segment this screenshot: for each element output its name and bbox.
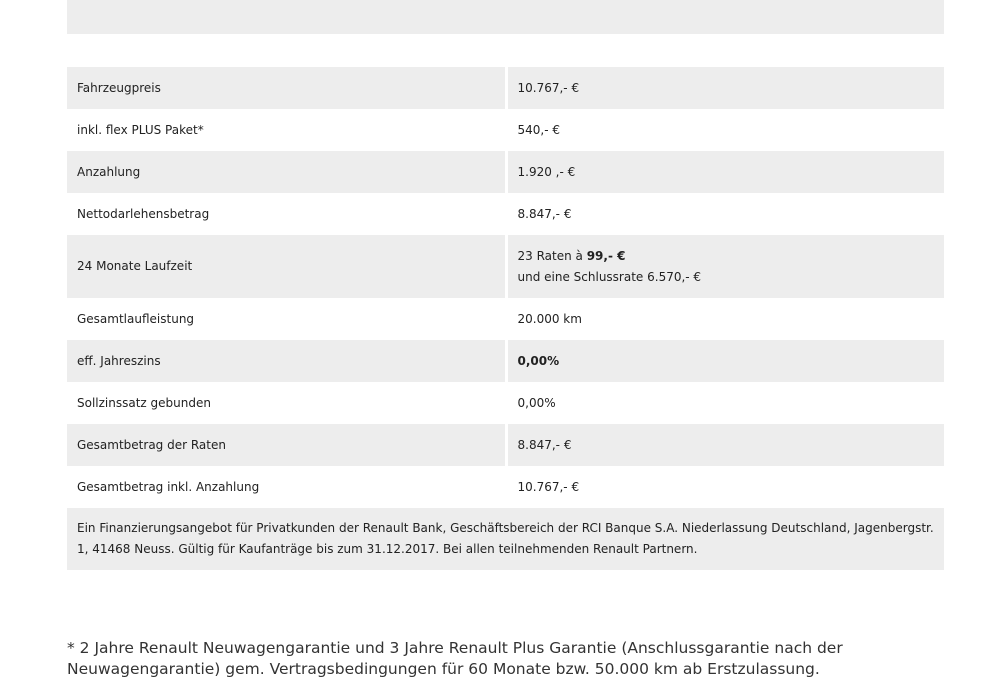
offer-note: Ein Finanzierungsangebot für Privatkunden der Renault Bank, Geschäftsbereich der RCI Banque S.A. Niederlassung Deutschland, Jagenbergstr. 1, 41468 Neuss. Gültig für Kaufanträge bis zum 31.12.2017. Bei allen teilnehmenden Renault Partnern. xyxy=(67,508,944,570)
row-label-nettodarlehensbetrag: Nettodarlehensbetrag xyxy=(67,193,506,235)
table-row xyxy=(67,151,944,193)
row-value-sollzinssatz: 0,00% xyxy=(517,395,556,410)
installment-amount: 99,- € xyxy=(586,248,626,263)
warranty-footnote: * 2 Jahre Renault Neuwagengarantie und 3 Jahre Renault Plus Garantie (Anschlussgarantie nach der Neuwagengarantie) gem. Vertragsbedingungen für 60 Monate bzw. 50.000 km ab Erstzulassung. xyxy=(67,639,843,678)
row-label-laufzeit: 24 Monate Laufzeit xyxy=(67,235,506,298)
top-panel xyxy=(67,0,944,34)
table-row xyxy=(67,298,944,340)
offer-note-row xyxy=(67,508,944,570)
row-label-gesamtbetrag-raten: Gesamtbetrag der Raten xyxy=(67,424,506,466)
row-label-gesamtbetrag-anzahlung: Gesamtbetrag inkl. Anzahlung xyxy=(67,466,506,508)
table-row xyxy=(67,340,944,382)
row-value-laufzeit xyxy=(506,235,944,298)
row-label-flex-plus: inkl. flex PLUS Paket* xyxy=(67,109,506,151)
row-label-anzahlung: Anzahlung xyxy=(67,151,506,193)
final-installment: und eine Schlussrate 6.570,- € xyxy=(517,269,702,284)
row-label-sollzinssatz: Sollzinssatz gebunden xyxy=(67,382,506,424)
row-value-jahreszins: 0,00% xyxy=(506,340,944,382)
row-value-gesamtbetrag-raten: 8.847,- € xyxy=(506,424,944,466)
installments-prefix: 23 Raten à xyxy=(517,248,587,263)
table-row xyxy=(67,67,944,109)
finance-table xyxy=(67,67,944,570)
row-value-fahrzeugpreis: 10.767,- € xyxy=(506,67,944,109)
row-value-gesamtlaufleistung: 20.000 km xyxy=(517,311,582,326)
table-row xyxy=(67,193,944,235)
row-label-gesamtlaufleistung: Gesamtlaufleistung xyxy=(67,298,506,340)
table-row xyxy=(67,382,944,424)
row-value-nettodarlehensbetrag: 8.847,- € xyxy=(517,206,572,221)
row-value-flex-plus: 540,- € xyxy=(517,122,560,137)
row-value-gesamtbetrag-anzahlung: 10.767,- € xyxy=(517,479,580,494)
table-row xyxy=(67,466,944,508)
row-label-jahreszins: eff. Jahreszins xyxy=(67,340,506,382)
table-row xyxy=(67,109,944,151)
table-row xyxy=(67,235,944,298)
row-label-fahrzeugpreis: Fahrzeugpreis xyxy=(67,67,506,109)
row-value-anzahlung: 1.920 ,- € xyxy=(506,151,944,193)
table-row xyxy=(67,424,944,466)
